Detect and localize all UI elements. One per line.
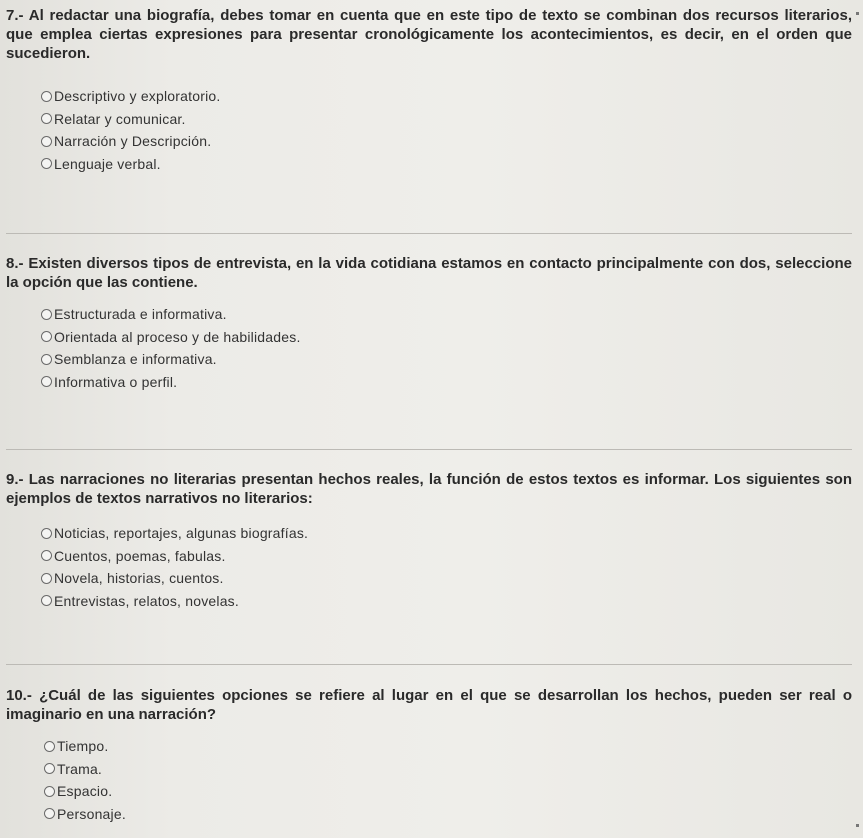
option-label: Narración y Descripción. [54, 133, 212, 150]
question-9-option-a[interactable] [41, 522, 308, 545]
question-9-number: 9.- [6, 471, 24, 488]
question-9-option-b[interactable] [41, 545, 308, 568]
question-7-number: 7.- [6, 7, 24, 24]
question-divider [6, 233, 852, 234]
option-label: Entrevistas, relatos, novelas. [54, 592, 239, 609]
question-8-prompt: Existen diversos tipos de entrevista, en la vida cotidiana estamos en contacto principalmente con dos, seleccione la opción que las contiene. [6, 255, 852, 291]
question-8-option-c[interactable] [41, 348, 301, 371]
question-7-option-c[interactable] [41, 130, 220, 153]
question-10-option-b[interactable] [44, 758, 126, 781]
option-label: Novela, historias, cuentos. [54, 570, 224, 587]
question-7-options [41, 85, 220, 175]
option-label: Noticias, reportajes, algunas biografías. [54, 525, 309, 542]
option-label: Semblanza e informativa. [54, 351, 217, 368]
option-label: Descriptivo y exploratorio. [54, 88, 221, 105]
question-9-option-c[interactable] [41, 567, 308, 590]
question-10-options [44, 735, 126, 825]
question-10-number: 10.- [6, 687, 32, 704]
radio-button-icon[interactable] [44, 808, 55, 819]
question-8-number: 8.- [6, 255, 24, 272]
radio-button-icon[interactable] [44, 786, 55, 797]
question-8-options [41, 303, 301, 393]
question-10-option-a[interactable] [44, 735, 126, 758]
radio-button-icon[interactable] [41, 573, 52, 584]
question-7-prompt: Al redactar una biografía, debes tomar en cuenta que en este tipo de texto se combinan dos recursos literarios, que emplea ciertas expresiones para presentar cronológicamente los acontecimientos, es decir, en el orden que sucedieron. [6, 7, 852, 62]
corner-mark [856, 12, 859, 15]
question-10-text [6, 686, 852, 724]
question-10-option-d[interactable] [44, 803, 126, 826]
radio-button-icon[interactable] [41, 550, 52, 561]
radio-button-icon[interactable] [41, 354, 52, 365]
question-7-text [6, 6, 852, 63]
question-8-text [6, 254, 852, 292]
corner-mark [856, 824, 859, 827]
question-7-option-b[interactable] [41, 108, 220, 131]
question-7-option-d[interactable] [41, 153, 220, 176]
question-10 [6, 686, 852, 724]
radio-button-icon[interactable] [41, 309, 52, 320]
question-9-prompt: Las narraciones no literarias presentan hechos reales, la función de estos textos es informar. Los siguientes son ejemplos de textos narrativos no literarios: [6, 471, 853, 507]
question-8 [6, 254, 852, 292]
question-10-option-c[interactable] [44, 780, 126, 803]
option-label: Estructurada e informativa. [54, 306, 227, 323]
question-divider [6, 664, 852, 665]
question-7-option-a[interactable] [41, 85, 220, 108]
question-divider [6, 449, 852, 450]
option-label: Trama. [57, 760, 103, 777]
radio-button-icon[interactable] [41, 113, 52, 124]
option-label: Espacio. [57, 783, 113, 800]
radio-button-icon[interactable] [41, 376, 52, 387]
radio-button-icon[interactable] [44, 763, 55, 774]
question-8-option-d[interactable] [41, 371, 301, 394]
question-8-option-a[interactable] [41, 303, 301, 326]
question-9-option-d[interactable] [41, 590, 308, 613]
question-9 [6, 470, 852, 508]
option-label: Orientada al proceso y de habilidades. [54, 328, 301, 345]
question-7 [6, 6, 852, 63]
option-label: Tiempo. [57, 738, 109, 755]
option-label: Personaje. [57, 805, 126, 822]
option-label: Relatar y comunicar. [54, 110, 186, 127]
radio-button-icon[interactable] [41, 91, 52, 102]
radio-button-icon[interactable] [41, 158, 52, 169]
radio-button-icon[interactable] [44, 741, 55, 752]
radio-button-icon[interactable] [41, 528, 52, 539]
radio-button-icon[interactable] [41, 595, 52, 606]
question-9-text [6, 470, 852, 508]
question-9-options [41, 522, 308, 612]
radio-button-icon[interactable] [41, 331, 52, 342]
question-8-option-b[interactable] [41, 326, 301, 349]
option-label: Cuentos, poemas, fabulas. [54, 547, 226, 564]
question-10-prompt: ¿Cuál de las siguientes opciones se refiere al lugar en el que se desarrollan los hechos, pueden ser real o imaginario en una narración? [6, 687, 852, 723]
option-label: Informativa o perfil. [54, 373, 178, 390]
radio-button-icon[interactable] [41, 136, 52, 147]
option-label: Lenguaje verbal. [54, 155, 161, 172]
